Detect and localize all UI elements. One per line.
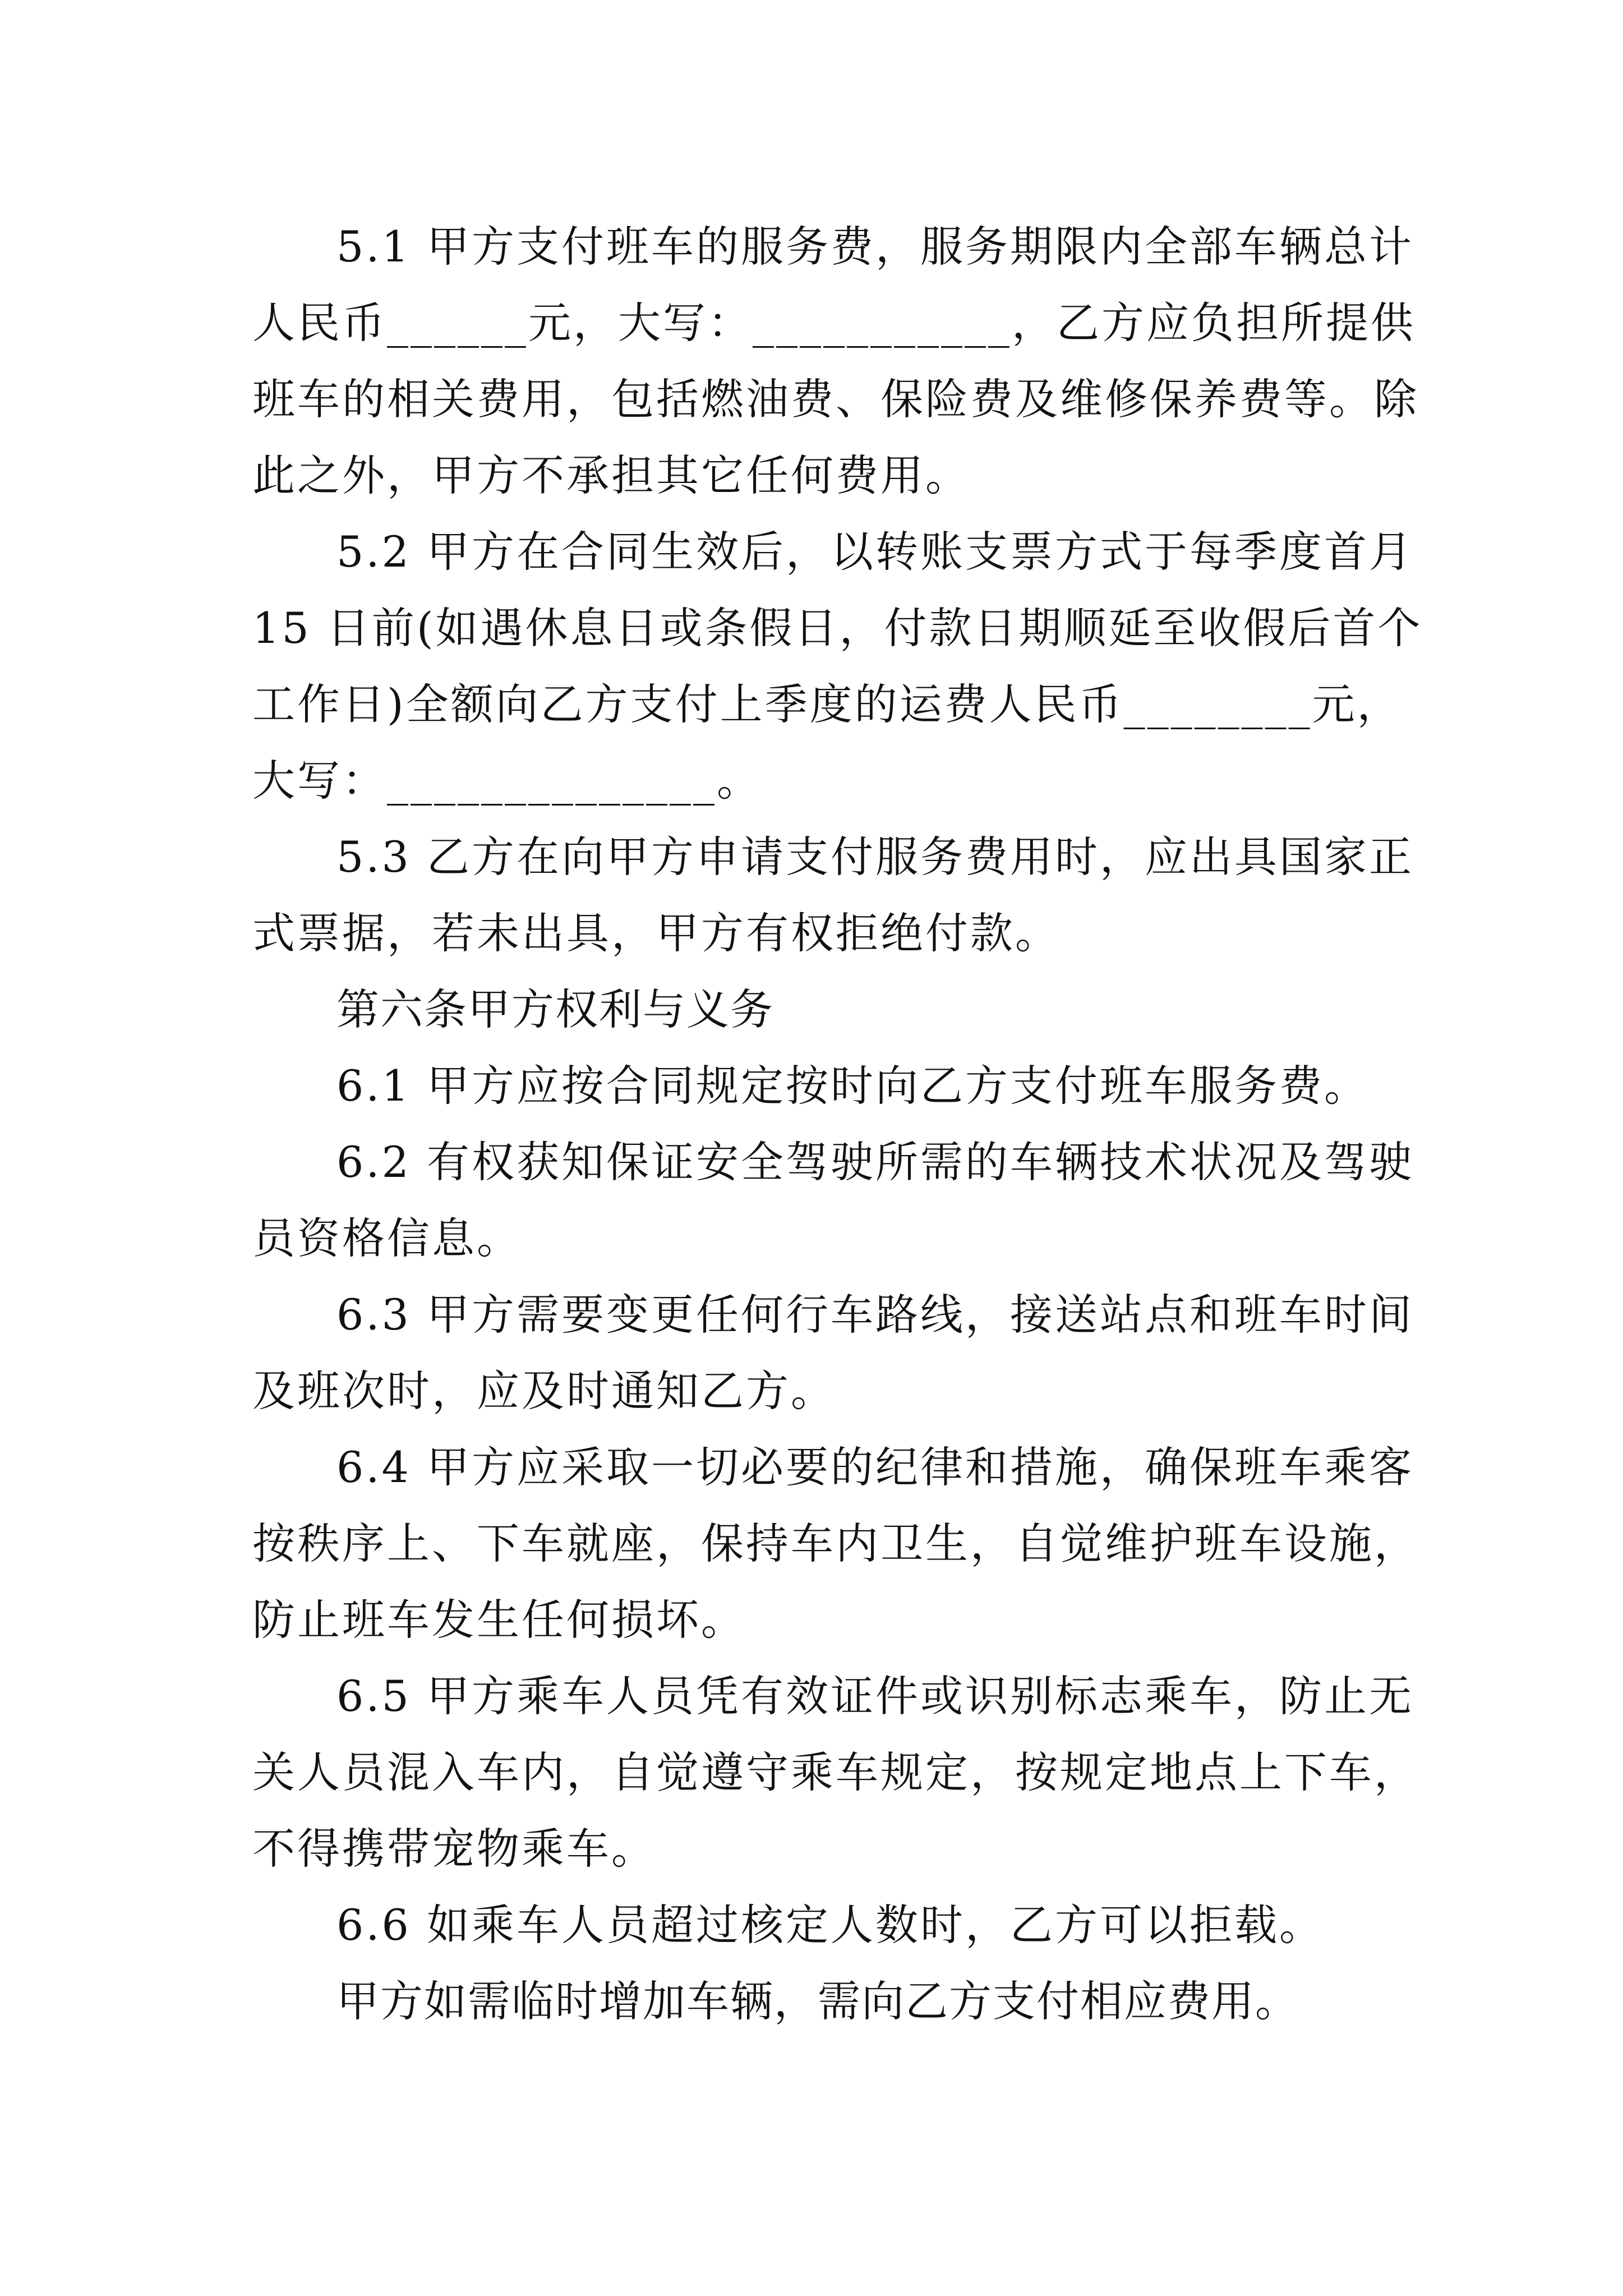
clause-5-2-line-1: 5.2 甲方在合同生效后，以转账支票方式于每季度首月 xyxy=(336,527,1414,577)
clause-5-2-line-4: 大写：______________。 xyxy=(252,756,762,806)
clause-5-1-line-4: 此之外，甲方不承担其它任何费用。 xyxy=(252,450,970,500)
clause-5-3-line-1: 5.3 乙方在向甲方申请支付服务费用时，应出具国家正 xyxy=(336,832,1414,882)
clause-6-4-line-1: 6.4 甲方应采取一切必要的纪律和措施，确保班车乘客 xyxy=(336,1442,1414,1492)
clause-6-5-line-1: 6.5 甲方乘车人员凭有效证件或识别标志乘车，防止无 xyxy=(336,1671,1414,1721)
clause-6-3-line-1: 6.3 甲方需要变更任何行车路线，接送站点和班车时间 xyxy=(336,1290,1414,1340)
clause-6-2-line-1: 6.2 有权获知保证安全驾驶所需的车辆技术状况及驾驶 xyxy=(336,1137,1414,1187)
clause-6-2-line-2: 员资格信息。 xyxy=(252,1213,522,1263)
clause-5-2-line-2: 15 日前(如遇休息日或条假日，付款日期顺延至收假后首个 xyxy=(252,603,1423,653)
clause-6-5-line-3: 不得携带宠物乘车。 xyxy=(252,1824,656,1874)
clause-6-4-line-2: 按秩序上、下车就座，保持车内卫生，自觉维护班车设施， xyxy=(252,1519,1419,1568)
clause-6-3-line-2: 及班次时，应及时通知乙方。 xyxy=(252,1366,836,1416)
clause-5-1-line-3: 班车的相关费用，包括燃油费、保险费及维修保养费等。除 xyxy=(252,374,1419,424)
clause-5-1-line-2: 人民币______元，大写：___________，乙方应负担所提供 xyxy=(252,298,1415,348)
clause-6-4-line-3: 防止班车发生任何损坏。 xyxy=(252,1595,746,1645)
clause-6-6-line-1: 6.6 如乘车人员超过核定人数时，乙方可以拒载。 xyxy=(336,1900,1325,1950)
clause-6-1-line-1: 6.1 甲方应按合同规定按时向乙方支付班车服务费。 xyxy=(336,1061,1370,1111)
article-6-heading: 第六条甲方权利与义务 xyxy=(336,984,774,1034)
clause-5-1-line-1: 5.1 甲方支付班车的服务费，服务期限内全部车辆总计 xyxy=(336,222,1414,272)
clause-5-3-line-2: 式票据，若未出具，甲方有权拒绝付款。 xyxy=(252,908,1060,958)
clause-6-6-line-2: 甲方如需临时增加车辆，需向乙方支付相应费用。 xyxy=(336,1976,1299,2026)
clause-5-2-line-3: 工作日)全额向乙方支付上季度的运费人民币________元， xyxy=(252,679,1402,729)
clause-6-5-line-2: 关人员混入车内，自觉遵守乘车规定，按规定地点上下车， xyxy=(252,1747,1419,1797)
